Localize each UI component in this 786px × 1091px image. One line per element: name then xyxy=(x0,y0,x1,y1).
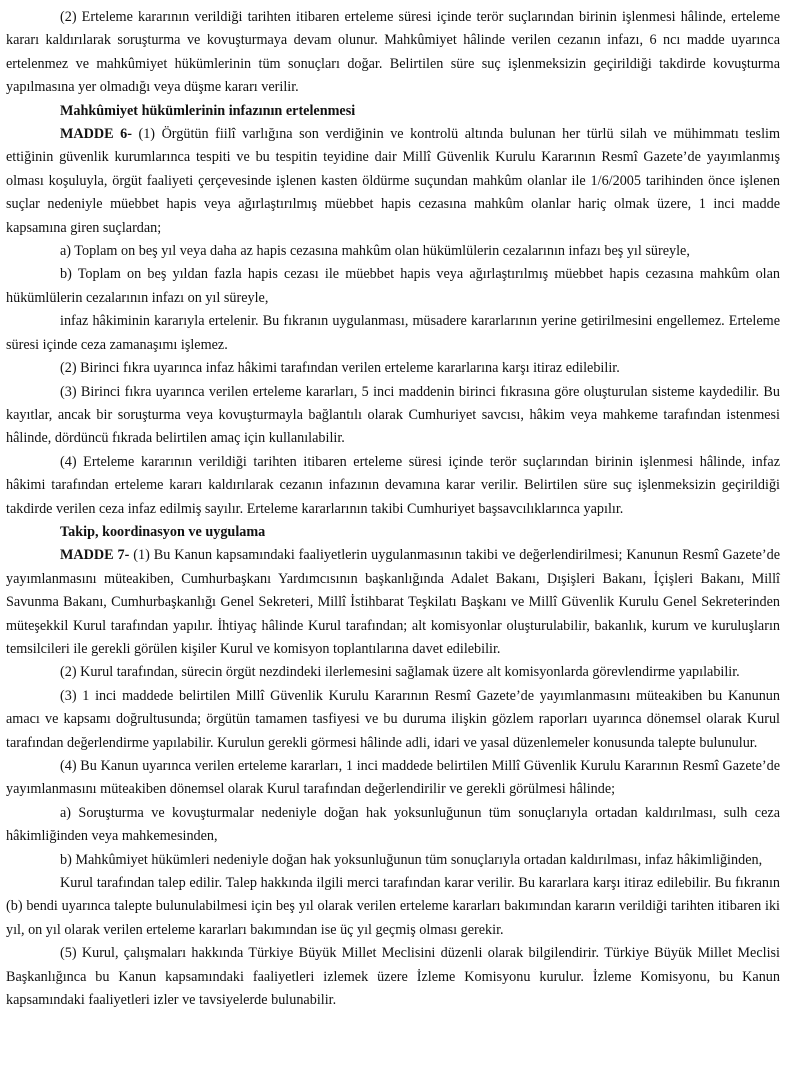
paragraph-madde-6-1 xyxy=(6,123,780,240)
paragraph-madde-7-4-end: Kurul tarafından talep edilir. Talep hakkında ilgili merci tarafından karar verilir. Bu kararlara karşı itiraz edilebilir. Bu fıkranın (b) bendi uyarınca talepte bulunulabilmesi için beş yıl olarak verilen erteleme kararları bakımından kararın verildiği tarihten itibaren iki yıl, on yıl olarak verilen erteleme kararları bakımından ise üç yıl geçmiş olması gerekir. xyxy=(6,875,780,938)
paragraph-madde-7-4-a: a) Soruşturma ve kovuşturmalar nedeniyle doğan hak yoksunluğunun tüm sonuçlarıyla ortadan kaldırılması, sulh ceza hâkimliğinden veya mahkemesinden, xyxy=(6,804,780,845)
paragraph-madde-6-1-b: b) Toplam on beş yıldan fazla hapis cezası ile müebbet hapis veya ağırlaştırılmış müebbet hapis cezasına mahkûm olan hükümlülerin cezalarının infazı on yıl süreyle, xyxy=(6,266,780,306)
paragraph-madde-6-4: (4) Erteleme kararının verildiği tarihten itibaren erteleme süresi içinde terör suçlarından birinin işlenmesi hâlinde, infaz hâkimi tarafından erteleme kararı kaldırılarak cezanın infazının devamına karar verilir. Belirtilen süre suç işlenmeksizin geçirildiği takdirde verilen ceza infaz edilmiş sayılır. Erteleme kararlarının takibi Cumhuriyet başsavcılıklarınca yapılır. xyxy=(6,453,780,517)
section-heading-takip-koordinasyon: Takip, koordinasyon ve uygulama xyxy=(60,523,266,540)
paragraph-madde-6-1-end: infaz hâkiminin kararıyla ertelenir. Bu fıkranın uygulanması, müsadere kararlarının yerine getirilmesini engellemez. Erteleme süresi içinde ceza zamanaşımı işlemez. xyxy=(6,313,780,353)
paragraph-madde-6-1-a: a) Toplam on beş yıl veya daha az hapis cezasına mahkûm olan hükümlülerin cezalarının infazı beş yıl süreyle, xyxy=(60,243,690,260)
madde-7-label: MADDE 7- xyxy=(60,547,130,564)
paragraph-madde-7-3: (3) 1 inci maddede belirtilen Millî Güvenlik Kurulu Kararının Resmî Gazete’de yayımlanmasını müteakiben bu Kanunun amacı ve kapsamı doğrultusunda; örgütün tamamen tasfiyesi ve bu duruma ilişkin gözlem raporları uyarınca dönemsel olarak Kurul tarafından değerlendirme yapılabilir. Kurulun gerekli görmesi hâlinde adli, idari ve yasal düzenlemeler konusunda talepte bulunulur. xyxy=(6,687,780,751)
paragraph-madde-7-2: (2) Kurul tarafından, sürecin örgüt nezdindeki ilerlemesini sağlamak üzere alt komisyonlarda görevlendirme yapılabilir. xyxy=(60,664,740,681)
madde-7-text: (1) Bu Kanun kapsamındaki faaliyetlerin uygulanmasının takibi ve değerlendirilmesi; Kanunun Resmî Gazete’de yayımlanmasını müteakiben, Cumhurbaşkanı Yardımcısının başkanlığında Adalet Bakanı, Dışişleri Bakanı, İçişleri Bakanı, Millî Savunma Bakanı, Cumhurbaşkanlığı Genel Sekreteri, Millî İstihbarat Teşkilatı Başkanı ve Millî Güvenlik Kurulu Genel Sekreterinden müteşekkil Kurul tarafından yapılır. İhtiyaç hâlinde Kurul tarafından; alt komisyonlar oluşturulabilir, bakanlık, kurum ve kuruluşların temsilcileri ile gerekli görülen kişiler Kurul ve komisyon toplantılarına davet edilebilir. xyxy=(6,547,780,657)
paragraph-madde-6-2: (2) Birinci fıkra uyarınca infaz hâkimi tarafından verilen erteleme kararlarına karşı itiraz edilebilir. xyxy=(60,360,620,377)
paragraph-madde-7-4-b: b) Mahkûmiyet hükümleri nedeniyle doğan hak yoksunluğunun tüm sonuçlarıyla ortadan kaldırılması, infaz hâkimliğinden, xyxy=(60,851,763,868)
madde-6-label: MADDE 6- xyxy=(60,126,132,143)
section-heading-infaz-ertelenmesi: Mahkûmiyet hükümlerinin infazının ertelenmesi xyxy=(60,102,356,119)
paragraph-madde-7-1 xyxy=(6,544,780,661)
paragraph-madde-6-3: (3) Birinci fıkra uyarınca verilen erteleme kararları, 5 inci maddenin birinci fıkrasına göre oluşturulan sisteme kaydedilir. Bu kayıtlar, ancak bir soruşturma veya kovuşturmayla bağlantılı olarak Cumhuriyet savcısı, hâkim veya mahkeme tarafından istenmesi hâlinde, dördüncü fıkrada belirtilen amaç için kullanılabilir. xyxy=(6,383,780,447)
paragraph-madde-7-4: (4) Bu Kanun uyarınca verilen erteleme kararları, 1 inci maddede belirtilen Millî Güvenlik Kurulu Kararının Resmî Gazete’de yayımlanmasını müteakiben dönemsel olarak Kurul tarafından değerlendirilir ve gerekli görülmesi hâlinde; xyxy=(6,758,780,798)
paragraph-6-2-erteleme: (2) Erteleme kararının verildiği tarihten itibaren erteleme süresi içinde terör suçlarından birinin işlenmesi hâlinde, erteleme kararı kaldırılarak soruşturma ve kovuşturmaya devam olunur. Mahkûmiyet hâlinde verilen cezanın infazı, 6 ncı madde uyarınca ertelenmez ve mahkûmiyet hükümlerinin tüm sonuçları doğar. Belirtilen süre suç işlenmeksizin geçirildiği takdirde kovuşturma yapılmasına yer olmadığı veya düşme kararı verilir. xyxy=(6,9,780,96)
madde-6-text: (1) Örgütün fiilî varlığına son verdiğinin ve kontrolü altında bulunan her türlü silah ve mühimmatı teslim ettiğinin güvenlik kurumlarınca tespiti ve bu tespitin teyidine dair Millî Güvenlik Kurulu Kararının Resmî Gazete’de yayımlanmış olması koşuluyla, örgüt faaliyeti çerçevesinde işlenen kasten öldürme suçundan mahkûm olanlar ile 1/6/2005 tarihinden önce işlenen suçlar nedeniyle müebbet hapis veya ağırlaştırılmış müebbet hapis cezasına mahkûm olanlar hariç olmak üzere, 1 inci madde kapsamına giren suçlardan; xyxy=(6,126,780,236)
paragraph-madde-7-5: (5) Kurul, çalışmaları hakkında Türkiye Büyük Millet Meclisini düzenli olarak bilgilendirir. Türkiye Büyük Millet Meclisi Başkanlığınca bu Kanun kapsamındaki faaliyetleri izlemek üzere İzleme Komisyonu kurulur. İzleme Komisyonu, bu Kanun kapsamındaki faaliyetleri izler ve tavsiyelerde bulunabilir. xyxy=(6,945,780,1009)
